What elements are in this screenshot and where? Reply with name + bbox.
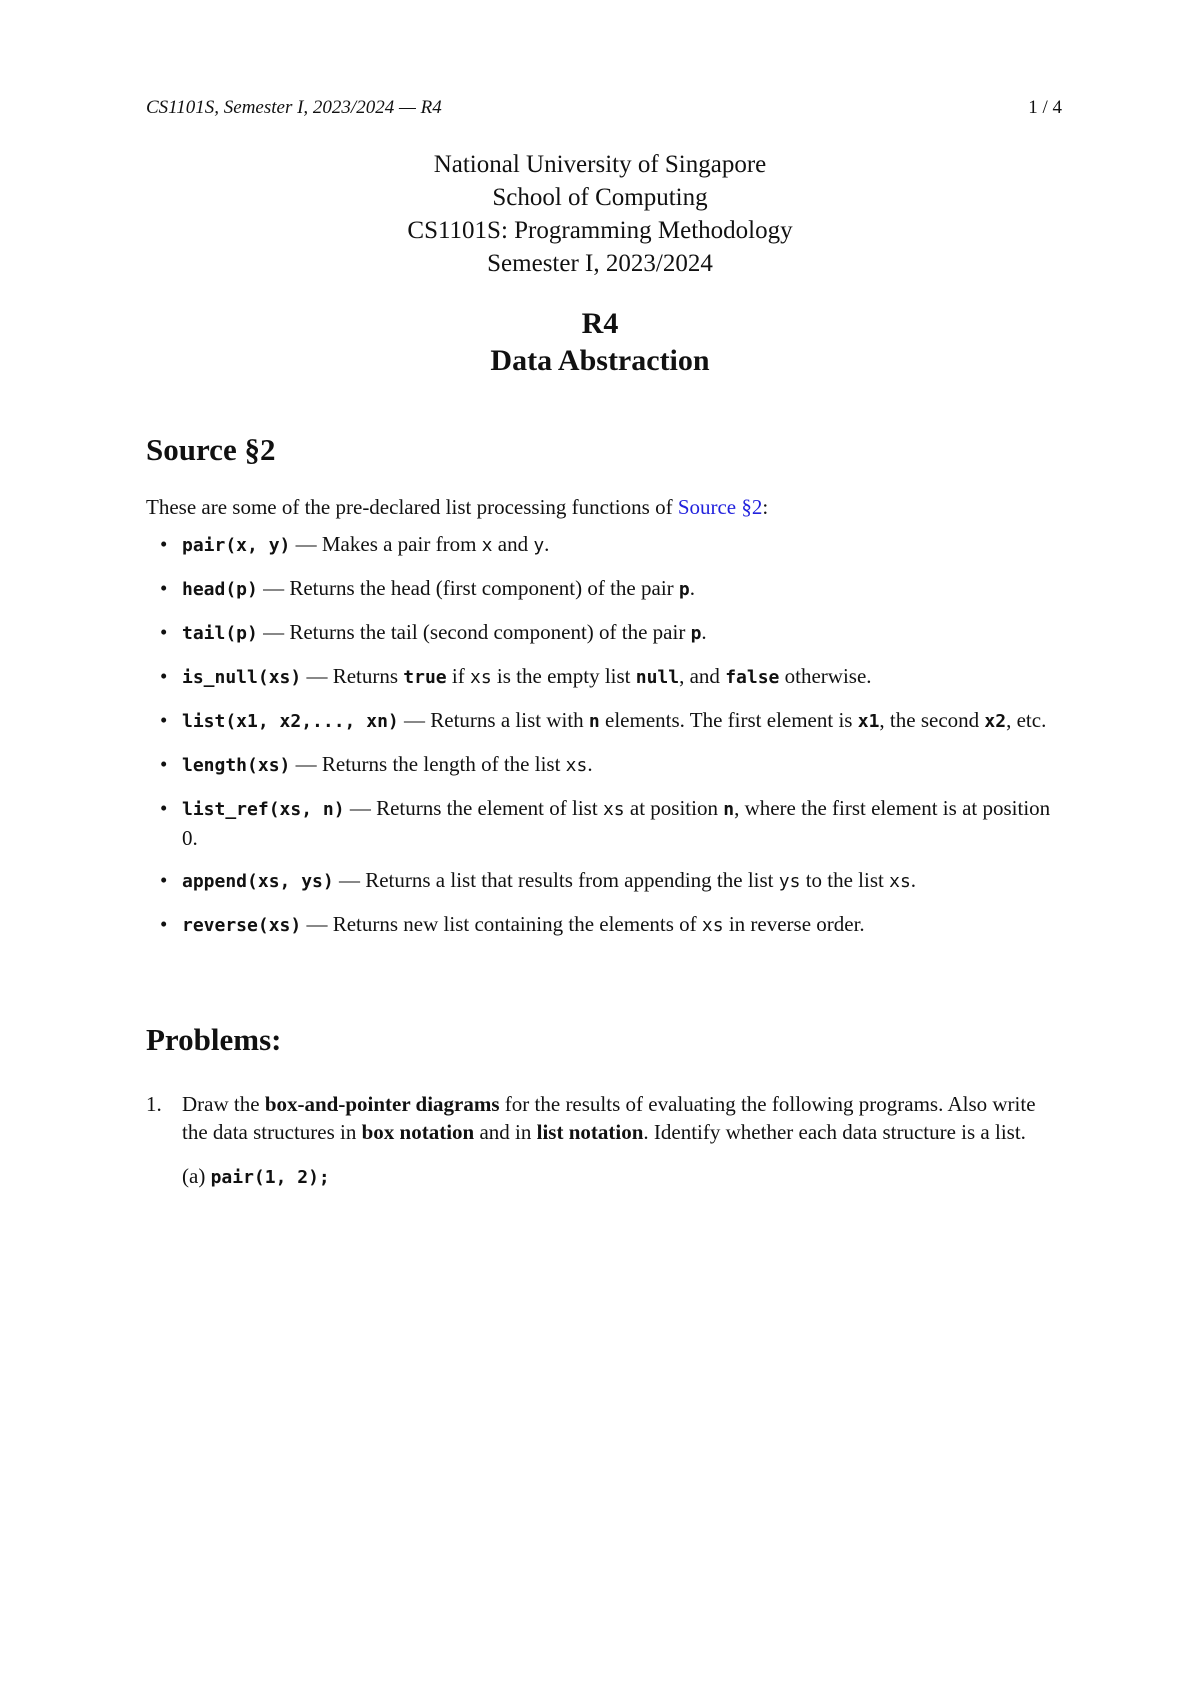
sub-problem-label: (a) [182, 1164, 211, 1188]
code-token: x1 [857, 711, 880, 732]
sub-problem-code: pair(1, 2); [210, 1167, 330, 1188]
text-run: and in [474, 1120, 537, 1144]
text-run: and [492, 532, 534, 556]
text-run: , where the first element is at position 0. [182, 796, 1051, 850]
text-run: in reverse order. [723, 912, 865, 936]
code-token: is_null(xs) [182, 667, 302, 688]
bullet-icon: • [160, 796, 168, 820]
intro-text: These are some of the pre-declared list processing functions of [146, 495, 678, 519]
bullet-icon: • [160, 868, 168, 892]
function-item [146, 910, 1066, 940]
running-header [146, 97, 1062, 119]
text-run: — Returns [301, 664, 404, 688]
bullet-icon: • [160, 912, 168, 936]
university-name: National University of Singapore [433, 151, 767, 178]
code-token-plain: xs [701, 915, 724, 936]
code-token: p [690, 623, 702, 644]
text-run: Draw the [182, 1092, 265, 1116]
code-token-plain: y [533, 535, 545, 556]
function-item [146, 866, 1066, 896]
text-run: at position [624, 796, 724, 820]
semester: Semester I, 2023/2024 [487, 250, 713, 277]
function-list [146, 530, 1066, 954]
text-run: — Returns the length of the list [290, 752, 566, 776]
function-item [146, 618, 1066, 648]
code-token-plain: xs [602, 799, 625, 820]
text-run: — Returns the element of list [344, 796, 603, 820]
problem-item [146, 1090, 1066, 1192]
function-item [146, 662, 1066, 692]
recitation-title [0, 305, 1200, 379]
text-run: . [910, 868, 917, 892]
code-token-plain: xs [889, 871, 911, 892]
bullet-icon: • [160, 620, 168, 644]
source-link[interactable]: Source §2 [677, 495, 763, 519]
code-token: tail(p) [182, 623, 258, 644]
text-run: — Returns a list that results from appending the list [333, 868, 779, 892]
text-run: elements. The first element is [599, 708, 858, 732]
text-run: . [701, 620, 707, 644]
institution-block [0, 148, 1200, 280]
bullet-icon: • [160, 752, 168, 776]
course-line: CS1101S, Semester I, 2023/2024 — R4 [146, 97, 442, 118]
text-run: . [587, 752, 593, 776]
problems-heading: Problems: [146, 1022, 282, 1057]
text-run: otherwise. [779, 664, 872, 688]
page-number: 1 / 4 [1028, 97, 1062, 118]
code-token: append(xs, ys) [182, 871, 334, 892]
bullet-icon: • [160, 708, 168, 732]
text-run: — Makes a pair from [290, 532, 482, 556]
recitation-topic: Data Abstraction [490, 344, 710, 377]
sub-problem [182, 1162, 1066, 1192]
code-token: p [678, 579, 690, 600]
function-item [146, 574, 1066, 604]
function-item [146, 750, 1066, 780]
code-token: head(p) [182, 579, 258, 600]
text-run: — Returns new list containing the elements of [301, 912, 702, 936]
bullet-icon: • [160, 664, 168, 688]
text-run: to the list [800, 868, 890, 892]
code-token: x2 [984, 711, 1007, 732]
problem-number: 1. [146, 1092, 162, 1116]
code-token-plain: xs [565, 755, 588, 776]
text-run: — Returns the head (first component) of the pair [257, 576, 679, 600]
text-run: for the results of evaluating the following programs. Also write the data structures in [182, 1092, 1036, 1144]
code-token: n [723, 799, 735, 820]
code-token-plain: ys [778, 871, 801, 892]
text-run: — Returns a list with [398, 708, 589, 732]
text-run: is the empty list [491, 664, 636, 688]
text-run: if [446, 664, 470, 688]
text-run: , etc. [1006, 708, 1047, 732]
bullet-icon: • [160, 576, 168, 600]
code-token: length(xs) [182, 755, 291, 776]
problem-list [146, 1090, 1066, 1192]
code-token: null [635, 667, 680, 688]
text-run: . [544, 532, 550, 556]
recitation-code: R4 [581, 307, 619, 340]
code-token: list_ref(xs, n) [182, 799, 345, 820]
intro-colon: : [762, 495, 769, 519]
course-name: CS1101S: Programming Methodology [407, 217, 793, 244]
code-token-plain: xs [469, 667, 492, 688]
source-intro [146, 495, 768, 520]
problem-text [182, 1090, 1066, 1146]
text-run: , the second [879, 708, 985, 732]
function-item [146, 794, 1066, 852]
text-run: . Identify whether each data structure is a list. [643, 1120, 1026, 1144]
function-item [146, 706, 1066, 736]
text-run: — Returns the tail (second component) of the pair [257, 620, 691, 644]
bold-term: box-and-pointer diagrams [264, 1092, 500, 1116]
function-item [146, 530, 1066, 560]
source-section-heading: Source §2 [146, 432, 276, 467]
code-token: pair(x, y) [182, 535, 291, 556]
code-token: true [403, 667, 447, 688]
code-token: false [725, 667, 780, 688]
code-token: list(x1, x2,..., xn) [182, 711, 399, 732]
code-token-plain: x [481, 535, 493, 556]
school-name: School of Computing [492, 184, 708, 211]
text-run: . [689, 576, 695, 600]
code-token: n [588, 711, 600, 732]
text-run: , and [679, 664, 726, 688]
bold-term: list notation [536, 1120, 644, 1144]
code-token: reverse(xs) [182, 915, 302, 936]
bullet-icon: • [160, 532, 168, 556]
bold-term: box notation [361, 1120, 475, 1144]
